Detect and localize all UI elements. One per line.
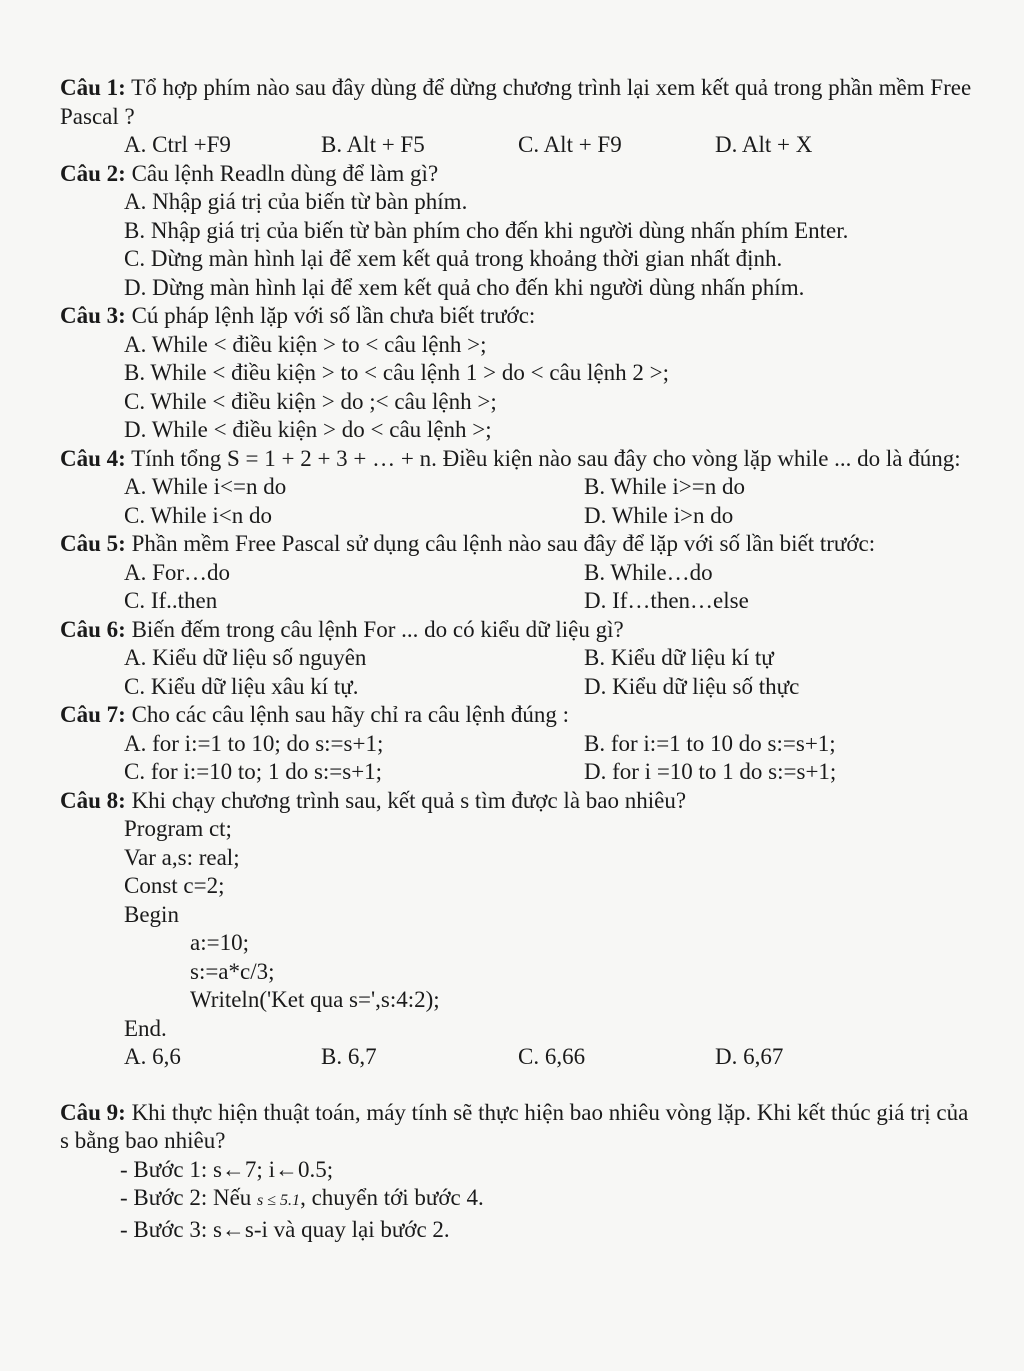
option-a: A. While < điều kiện > to < câu lệnh >; bbox=[124, 331, 487, 357]
option-b: B. Nhập giá trị của biến từ bàn phím cho đến khi người dùng nhấn phím Enter. bbox=[124, 217, 849, 243]
option-b: B. for i:=1 to 10 do s:=s+1; bbox=[584, 730, 836, 756]
question-6 bbox=[60, 616, 980, 702]
code-line: Var a,s: real; bbox=[124, 844, 240, 870]
option-a: A. Kiểu dữ liệu số nguyên bbox=[124, 645, 367, 670]
question-5-text bbox=[60, 530, 980, 559]
spacer bbox=[60, 1072, 980, 1099]
step-2-condition: s ≤ 5.1 bbox=[257, 1192, 301, 1209]
option-c: C. Kiểu dữ liệu xâu kí tự. bbox=[124, 673, 359, 699]
question-5-prompt: Phần mềm Free Pascal sử dụng câu lệnh nào sau đây để lặp với số lần biết trước: bbox=[125, 531, 876, 556]
code-line: Begin bbox=[124, 901, 179, 927]
option-b: B. While i>=n do bbox=[584, 474, 745, 499]
option-c: C. While < điều kiện > do ;< câu lệnh >; bbox=[124, 388, 497, 414]
step-2 bbox=[120, 1184, 980, 1216]
question-2-prompt: Câu lệnh Readln dùng để làm gì? bbox=[125, 160, 439, 186]
question-1-prompt: Tổ hợp phím nào sau đây dùng để dừng chương trình lại xem kết quả trong phần mềm Free Pascal ? bbox=[60, 75, 972, 129]
question-6-prompt: Biến đếm trong câu lệnh For ... do có kiểu dữ liệu gì? bbox=[125, 616, 624, 642]
question-7-prompt: Cho các câu lệnh sau hãy chỉ ra câu lệnh đúng : bbox=[125, 702, 570, 727]
option-c: C. Alt + F9 bbox=[518, 132, 622, 157]
document-body bbox=[60, 74, 980, 1244]
question-1-label: Câu 1: bbox=[60, 75, 126, 100]
option-d: D. Kiểu dữ liệu số thực bbox=[584, 673, 800, 699]
question-2-text bbox=[60, 160, 980, 189]
question-3-text bbox=[60, 302, 980, 331]
option-c: C. 6,66 bbox=[518, 1044, 586, 1069]
step-2-suffix: , chuyển tới bước 4. bbox=[300, 1185, 484, 1210]
code-line: End. bbox=[124, 1015, 167, 1041]
question-4-prompt: Tính tổng S = 1 + 2 + 3 + … + n. Điều kiện nào sau đây cho vòng lặp while ... do là đúng: bbox=[125, 445, 961, 471]
code-line: Writeln('Ket qua s=',s:4:2); bbox=[190, 987, 440, 1012]
step-3: - Bước 3: s←s-i và quay lại bước 2. bbox=[120, 1216, 450, 1242]
option-d: D. for i =10 to 1 do s:=s+1; bbox=[584, 759, 837, 784]
option-c: C. While i<n do bbox=[124, 502, 272, 528]
option-a: A. Nhập giá trị của biến từ bàn phím. bbox=[124, 189, 468, 214]
code-line: Program ct; bbox=[124, 816, 232, 841]
step-2-prefix: - Bước 2: Nếu bbox=[120, 1185, 258, 1210]
question-7-label: Câu 7: bbox=[60, 702, 126, 727]
question-9-prompt: Khi thực hiện thuật toán, máy tính sẽ thực hiện bao nhiêu vòng lặp. Khi kết thúc giá trị của s bằng bao nhiêu? bbox=[60, 1099, 969, 1153]
algorithm-steps bbox=[60, 1156, 980, 1245]
question-5 bbox=[60, 530, 980, 616]
option-c: C. for i:=10 to; 1 do s:=s+1; bbox=[124, 759, 383, 784]
question-8-options bbox=[60, 1043, 980, 1072]
question-1-text bbox=[60, 74, 980, 131]
question-6-label: Câu 6: bbox=[60, 616, 126, 642]
question-4-options bbox=[60, 473, 980, 530]
option-b: B. Kiểu dữ liệu kí tự bbox=[584, 645, 774, 670]
question-4 bbox=[60, 445, 980, 531]
question-3-label: Câu 3: bbox=[60, 303, 126, 328]
code-line: a:=10; bbox=[190, 930, 249, 955]
question-2-label: Câu 2: bbox=[60, 160, 126, 186]
option-d: D. Dừng màn hình lại để xem kết quả cho đến khi người dùng nhấn phím. bbox=[124, 274, 805, 300]
option-c: C. Dừng màn hình lại để xem kết quả trong khoảng thời gian nhất định. bbox=[124, 246, 783, 271]
question-5-options bbox=[60, 559, 980, 616]
question-8 bbox=[60, 787, 980, 1072]
option-a: A. Ctrl +F9 bbox=[124, 132, 231, 157]
question-1 bbox=[60, 74, 980, 160]
question-4-label: Câu 4: bbox=[60, 445, 126, 471]
question-7 bbox=[60, 701, 980, 787]
option-a: A. While i<=n do bbox=[124, 474, 287, 499]
option-d: D. While < điều kiện > do < câu lệnh >; bbox=[124, 417, 492, 442]
option-b: B. While < điều kiện > to < câu lệnh 1 > do < câu lệnh 2 >; bbox=[124, 360, 669, 385]
question-6-text bbox=[60, 616, 980, 645]
option-d: D. Alt + X bbox=[715, 132, 813, 157]
option-d: D. While i>n do bbox=[584, 502, 734, 528]
option-b: B. Alt + F5 bbox=[321, 132, 425, 157]
question-2 bbox=[60, 160, 980, 303]
question-8-prompt: Khi chạy chương trình sau, kết quả s tìm được là bao nhiêu? bbox=[125, 787, 687, 813]
question-8-text bbox=[60, 787, 980, 816]
question-6-options bbox=[60, 644, 980, 701]
step-1: - Bước 1: s←7; i←0.5; bbox=[120, 1156, 334, 1182]
question-7-text bbox=[60, 701, 980, 730]
question-9 bbox=[60, 1099, 980, 1245]
code-line: s:=a*c/3; bbox=[190, 958, 275, 984]
option-a: A. 6,6 bbox=[124, 1044, 181, 1069]
question-8-label: Câu 8: bbox=[60, 787, 126, 813]
question-1-options bbox=[60, 131, 980, 160]
question-9-text bbox=[60, 1099, 980, 1156]
question-5-label: Câu 5: bbox=[60, 531, 126, 556]
option-d: D. If…then…else bbox=[584, 588, 749, 613]
question-3-prompt: Cú pháp lệnh lặp với số lần chưa biết trước: bbox=[125, 303, 536, 328]
option-d: D. 6,67 bbox=[715, 1044, 784, 1069]
code-line: Const c=2; bbox=[124, 873, 225, 898]
option-c: C. If..then bbox=[124, 588, 218, 613]
question-3 bbox=[60, 302, 980, 445]
question-7-options bbox=[60, 730, 980, 787]
question-9-label: Câu 9: bbox=[60, 1099, 126, 1125]
code-block bbox=[60, 815, 980, 1043]
option-a: A. For…do bbox=[124, 559, 231, 585]
option-b: B. 6,7 bbox=[321, 1044, 377, 1069]
option-b: B. While…do bbox=[584, 559, 713, 585]
question-4-text bbox=[60, 445, 980, 474]
option-a: A. for i:=1 to 10; do s:=s+1; bbox=[124, 730, 384, 756]
